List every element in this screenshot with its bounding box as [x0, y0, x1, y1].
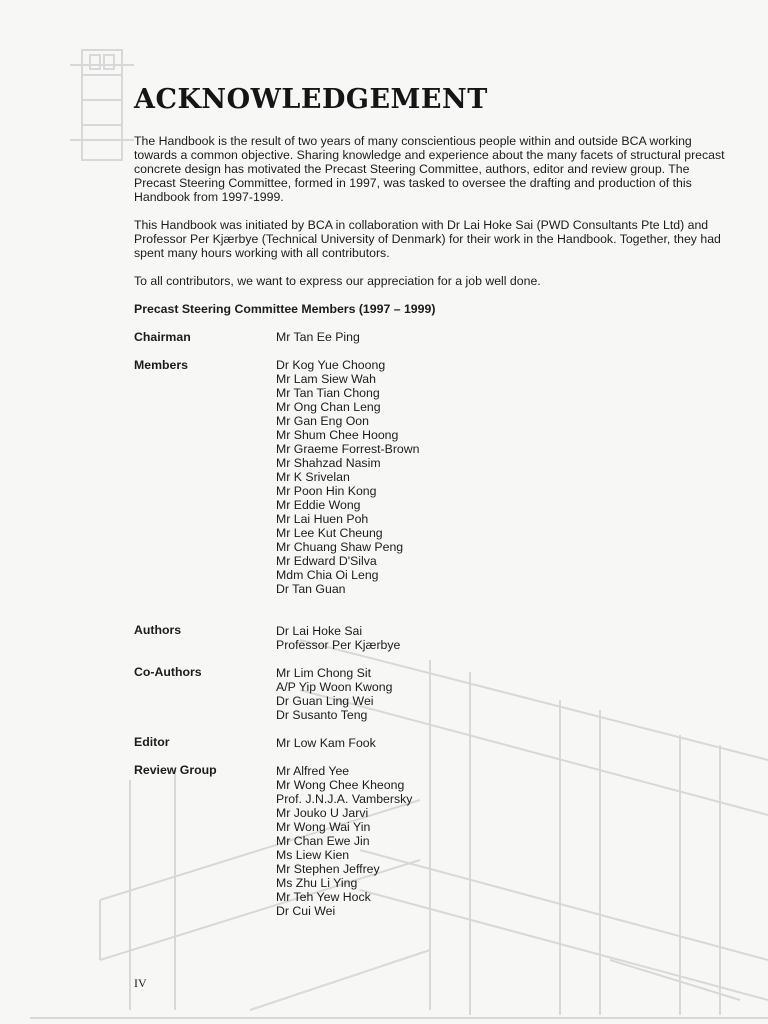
- name-list-item: Mr Shahzad Nasim: [276, 456, 381, 470]
- name-list-item: Ms Zhu Li Ying: [276, 876, 358, 890]
- name-list-item: Mr Edward D'Silva: [276, 554, 377, 568]
- name-list-item: Mr Tan Tian Chong: [276, 386, 380, 400]
- coauthors-names: [276, 666, 392, 722]
- name-list-item: Prof. J.N.J.A. Vambersky: [276, 792, 413, 806]
- name-list-item: Mr Wong Chee Kheong: [276, 778, 405, 792]
- coauthors-label: Co-Authors: [134, 665, 202, 679]
- name-list-item: A/P Yip Woon Kwong: [276, 680, 393, 694]
- name-list-item: Mr Poon Hin Kong: [276, 484, 377, 498]
- name-list-item: Mr Graeme Forrest-Brown: [276, 442, 420, 456]
- intro-paragraph: The Handbook is the result of two years of many conscientious people within and outside BCA working towards a common objective. Sharing knowledge and experience about the many facets of structural precast concrete design has motivated the Precast Steering Committee, authors, editor and review group. The Precast Steering Committee, formed in 1997, was tasked to oversee the drafting and production of this Handbook from 1997-1999.: [134, 134, 725, 204]
- name-list-item: Mr Chan Ewe Jin: [276, 834, 370, 848]
- name-list-item: Dr Guan Ling Wei: [276, 694, 374, 708]
- chairman-names: [276, 330, 360, 344]
- chairman-label: Chairman: [134, 330, 191, 344]
- authors-names: [276, 624, 400, 652]
- name-list-item: Dr Tan Guan: [276, 582, 346, 596]
- name-list-item: Dr Kog Yue Choong: [276, 358, 386, 372]
- members-label: Members: [134, 358, 188, 372]
- name-list-item: Mr Wong Wai Yin: [276, 820, 371, 834]
- name-list-item: Mr Shum Chee Hoong: [276, 428, 399, 442]
- name-list-item: Dr Lai Hoke Sai: [276, 624, 363, 638]
- appreciation-paragraph: To all contributors, we want to express our appreciation for a job well done.: [134, 274, 541, 288]
- name-list-item: Professor Per Kjærbye: [276, 638, 401, 652]
- name-list-item: Mr Teh Yew Hock: [276, 890, 371, 904]
- name-list-item: Mr Stephen Jeffrey: [276, 862, 380, 876]
- name-list-item: Dr Cui Wei: [276, 904, 336, 918]
- page-number: IV: [134, 976, 147, 990]
- name-list-item: Mr Lim Chong Sit: [276, 666, 371, 680]
- name-list-item: Mr Alfred Yee: [276, 764, 350, 778]
- name-list-item: Mr Jouko U Jarvi: [276, 806, 369, 820]
- page-title: ACKNOWLEDGEMENT: [134, 84, 488, 115]
- name-list-item: Mr Ong Chan Leng: [276, 400, 381, 414]
- name-list-item: Mr Chuang Shaw Peng: [276, 540, 404, 554]
- name-list-item: Mdm Chia Oi Leng: [276, 568, 379, 582]
- name-list-item: Mr K Srivelan: [276, 470, 350, 484]
- name-list-item: Mr Tan Ee Ping: [276, 330, 360, 344]
- committee-heading: Precast Steering Committee Members (1997 – 1999): [134, 302, 436, 316]
- editor-names: [276, 736, 376, 750]
- name-list-item: Mr Low Kam Fook: [276, 736, 376, 750]
- name-list-item: Mr Gan Eng Oon: [276, 414, 369, 428]
- editor-label: Editor: [134, 735, 170, 749]
- members-names: [276, 358, 420, 596]
- collaboration-paragraph: This Handbook was initiated by BCA in collaboration with Dr Lai Hoke Sai (PWD Consultants Pte Ltd) and Professor Per Kjærbye (Technical University of Denmark) for their work in the Handbook. Together, they had spent many hours working with all contributors.: [134, 218, 721, 260]
- name-list-item: Mr Lai Huen Poh: [276, 512, 369, 526]
- name-list-item: Mr Lee Kut Cheung: [276, 526, 383, 540]
- review-group-label: Review Group: [134, 763, 217, 777]
- name-list-item: Dr Susanto Teng: [276, 708, 368, 722]
- name-list-item: Mr Lam Siew Wah: [276, 372, 376, 386]
- name-list-item: Ms Liew Kien: [276, 848, 350, 862]
- name-list-item: Mr Eddie Wong: [276, 498, 361, 512]
- authors-label: Authors: [134, 623, 182, 637]
- review-group-names: [276, 764, 412, 918]
